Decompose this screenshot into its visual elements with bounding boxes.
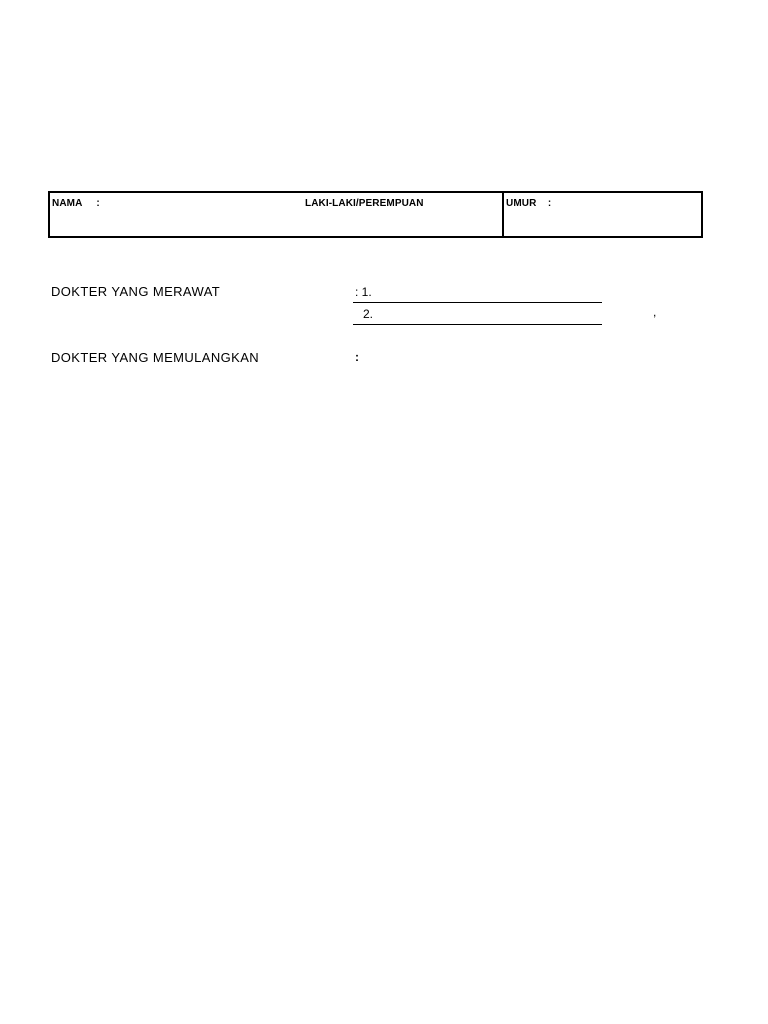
box-divider xyxy=(502,193,504,236)
dokter-merawat-underline-2 xyxy=(353,324,602,325)
umur-label: UMUR : xyxy=(506,198,552,209)
nama-label: NAMA : xyxy=(52,198,100,209)
patient-info-box xyxy=(48,191,703,238)
dokter-memulangkan-label: DOKTER YANG MEMULANGKAN xyxy=(51,350,260,365)
dokter-merawat-underline-1 xyxy=(353,302,602,303)
dokter-merawat-line1: : 1. xyxy=(355,285,372,299)
dokter-merawat-line2: 2. xyxy=(363,307,374,321)
gender-label: LAKI-LAKI/PEREMPUAN xyxy=(305,198,424,209)
dokter-merawat-label: DOKTER YANG MERAWAT xyxy=(51,284,221,299)
dokter-memulangkan-colon: : xyxy=(355,350,359,364)
trailing-comma: , xyxy=(653,305,657,319)
